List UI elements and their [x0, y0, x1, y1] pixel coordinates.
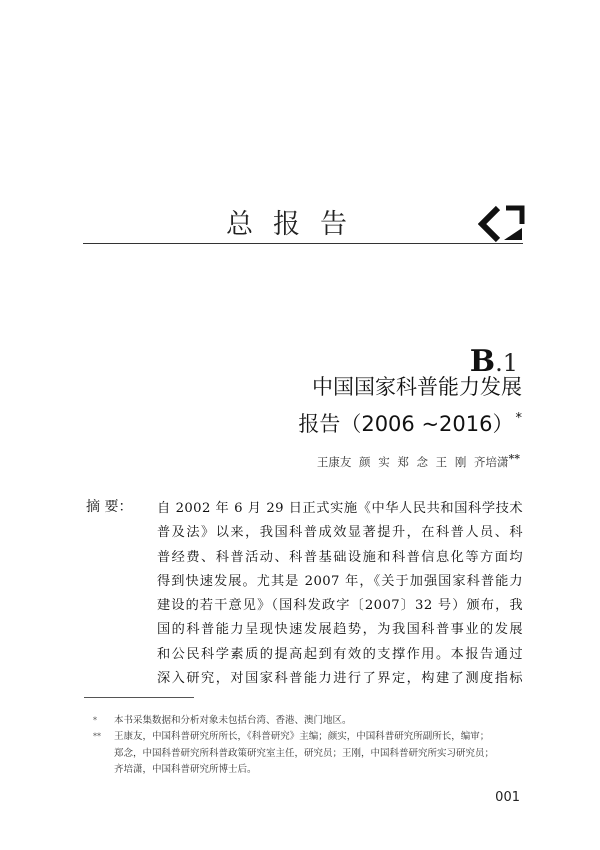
author-footnote-mark: ** [508, 452, 520, 465]
abstract-line: 和公民科学素质的提高起到有效的支撑作用。本报告通过 [157, 646, 523, 662]
title-footnote-mark: * [515, 411, 522, 426]
section-divider [83, 243, 523, 244]
report-title-line-2: 报告（2006 ~2016） [298, 412, 514, 436]
author-names: 王康友 颜 实 郑 念 王 刚 齐培潇 [316, 455, 509, 469]
report-title [298, 372, 522, 440]
footnote-line: 郑念，中国科普研究所科普政策研究室主任，研究员；王刚，中国科普研究所实习研究员； [114, 747, 495, 759]
footnotes [86, 713, 536, 779]
abstract-line: 深入研究，对国家科普能力进行了界定，构建了测度指标 [157, 671, 523, 687]
corner-arrow-icon [478, 204, 526, 244]
report-title-line-1: 中国国家科普能力发展 [312, 375, 522, 399]
footnote-mark: ** [93, 732, 101, 742]
abstract-line: 得到快速发展。尤其是 2007 年，《关于加强国家科普能力 [157, 573, 523, 589]
abstract-label: 摘 要： [86, 499, 133, 515]
abstract-line: 建设的若干意见》（国科发政字〔2007〕32 号）颁布，我 [157, 598, 523, 614]
footnote-1 [86, 713, 536, 729]
page-number: 001 [495, 790, 520, 805]
abstract-line: 普及法》以来，我国科普成效显著提升，在科普人员、科 [157, 525, 523, 541]
series-letter: B [469, 344, 496, 379]
series-number: .1 [495, 349, 518, 377]
abstract-line: 普经费、科普活动、科普基础设施和科普信息化等方面均 [157, 549, 523, 565]
footnote-2 [86, 729, 536, 778]
footnote-mark: * [93, 716, 97, 725]
authors [317, 452, 520, 470]
section-title: 总报告 [226, 209, 367, 240]
footnote-line: 本书采集数据和分析对象未包括台湾、香港、澳门地区。 [114, 715, 352, 726]
abstract-line: 自 2002 年 6 月 29 日正式实施《中华人民共和国科学技术 [157, 501, 523, 516]
footnote-line: 齐培潇，中国科普研究所博士后。 [114, 764, 257, 776]
abstract-line: 国的科普能力呈现快速发展趋势，为我国科普事业的发展 [157, 622, 523, 638]
footnote-divider [84, 697, 194, 698]
footnote-line: 王康友，中国科普研究所所长，《科普研究》主编；颜实，中国科普研究所副所长，编审； [114, 731, 490, 743]
abstract-body [157, 497, 523, 691]
